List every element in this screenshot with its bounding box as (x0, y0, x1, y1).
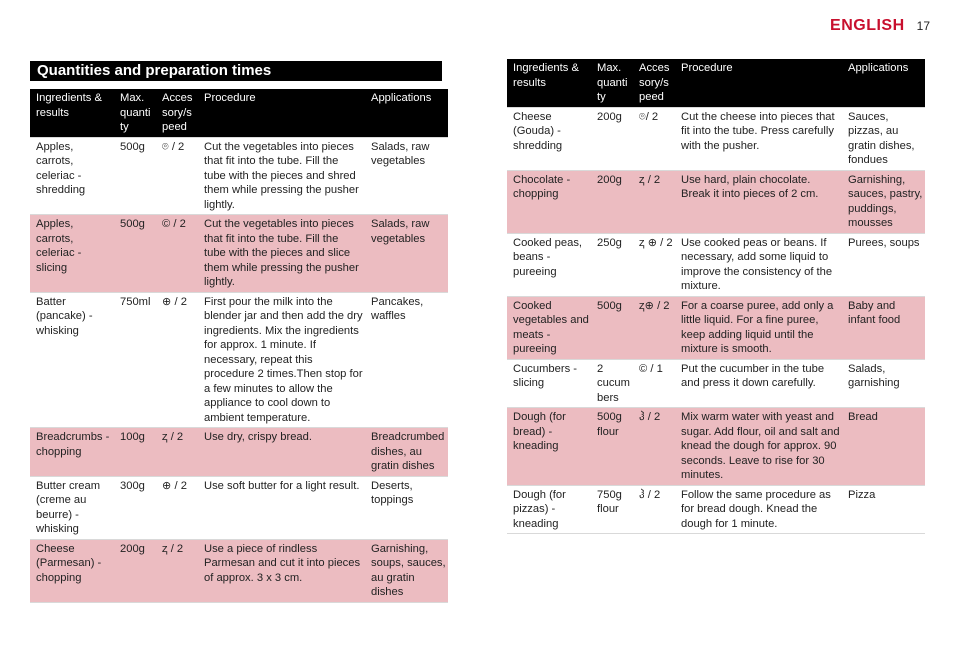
accessory-cell (156, 292, 198, 428)
ingredient-cell: Apples, carrots, celeriac - slicing (30, 215, 114, 293)
accessory-cell (633, 170, 675, 233)
accessory-cell (633, 408, 675, 486)
applications-cell: Salads, raw vegetables (365, 215, 448, 293)
procedure-cell: Follow the same procedure as for bread dough. Knead the dough for 1 minute. (675, 485, 842, 534)
accessory-cell (633, 233, 675, 296)
table-row (507, 485, 925, 534)
page-header (830, 17, 930, 35)
ingredient-cell: Chocolate - chopping (507, 170, 591, 233)
table-row (507, 359, 925, 408)
quantity-cell: 2 cucum bers (591, 359, 633, 408)
procedure-cell: Cut the cheese into pieces that fit into the tube. Press carefully with the pusher. (675, 107, 842, 170)
accessory-cell (633, 359, 675, 408)
table-row (507, 233, 925, 296)
col-quantity: Max. quanti ty (114, 89, 156, 137)
language-label: ENGLISH (830, 17, 905, 34)
col-procedure: Procedure (198, 89, 365, 137)
quantity-cell: 500g (114, 215, 156, 293)
blade-whisk-icon: ⱬ ⊕ / 2 (639, 236, 673, 249)
applications-cell: Purees, soups (842, 233, 925, 296)
procedure-cell: First pour the milk into the blender jar and then add the dry ingredients. Mix the ingredients for approx. 1 minute. If necessary, repeat this procedure 2 times.Then stop for a few minutes to allow the appliance to cool down to ambient temperature. (198, 292, 365, 428)
quantity-cell: 750g flour (591, 485, 633, 534)
ingredient-cell: Cheese (Parmesan) - chopping (30, 539, 114, 602)
ingredient-cell: Dough (for bread) - kneading (507, 408, 591, 486)
ingredient-cell: Cooked vegetables and meats - pureeing (507, 296, 591, 359)
applications-cell: Salads, raw vegetables (365, 137, 448, 215)
ingredient-cell: Dough (for pizzas) - kneading (507, 485, 591, 534)
kneading-hook-icon: ჰ / 2 (639, 488, 661, 501)
table-row (507, 170, 925, 233)
quantity-cell: 200g (114, 539, 156, 602)
applications-cell: Garnishing, soups, sauces, au gratin dishes (365, 539, 448, 602)
table-header-row (30, 89, 448, 137)
col-applications: Applications (842, 59, 925, 107)
section-title: Quantities and preparation times (30, 61, 442, 81)
procedure-cell: Use soft butter for a light result. (198, 476, 365, 539)
page-number: 17 (916, 19, 930, 33)
accessory-cell (156, 476, 198, 539)
ingredient-cell: Cheese (Gouda) - shredding (507, 107, 591, 170)
blade-whisk-icon: ⱬ⊕ / 2 (639, 299, 670, 312)
right-quantities-table (507, 59, 925, 534)
accessory-cell (633, 485, 675, 534)
applications-cell: Pizza (842, 485, 925, 534)
ingredient-cell: Breadcrumbs - chopping (30, 428, 114, 477)
table-header-row (507, 59, 925, 107)
applications-cell: Salads, garnishing (842, 359, 925, 408)
whisk-icon: ⊕ / 2 (162, 479, 187, 492)
shredding-disc-icon: ⌾ / 2 (162, 140, 185, 153)
quantity-cell: 500g (591, 296, 633, 359)
table-row (30, 476, 448, 539)
applications-cell: Bread (842, 408, 925, 486)
col-quantity: Max. quanti ty (591, 59, 633, 107)
col-procedure: Procedure (675, 59, 842, 107)
procedure-cell: For a coarse puree, add only a little liquid. For a fine puree, keep adding liquid until the mixture is smooth. (675, 296, 842, 359)
col-ingredients: Ingredients & results (507, 59, 591, 107)
accessory-cell (633, 296, 675, 359)
quantity-cell: 250g (591, 233, 633, 296)
quantity-cell: 200g (591, 170, 633, 233)
ingredient-cell: Cooked peas, beans - pureeing (507, 233, 591, 296)
blade-icon: ⱬ / 2 (639, 173, 661, 186)
accessory-cell (156, 539, 198, 602)
procedure-cell: Cut the vegetables into pieces that fit into the tube. Fill the tube with the pieces and shred them while pressing the pusher lightly. (198, 137, 365, 215)
procedure-cell: Use dry, crispy bread. (198, 428, 365, 477)
procedure-cell: Use a piece of rindless Parmesan and cut it into pieces of approx. 3 x 3 cm. (198, 539, 365, 602)
table-row (30, 137, 448, 215)
accessory-cell (156, 428, 198, 477)
accessory-cell (633, 107, 675, 170)
ingredient-cell: Apples, carrots, celeriac - shredding (30, 137, 114, 215)
applications-cell: Pancakes, waffles (365, 292, 448, 428)
kneading-hook-icon: ჰ / 2 (639, 411, 661, 423)
blade-icon: ⱬ / 2 (162, 542, 184, 555)
blade-icon: ⱬ / 2 (162, 431, 184, 443)
quantity-cell: 500g flour (591, 408, 633, 486)
quantity-cell: 750ml (114, 292, 156, 428)
whisk-icon: ⊕ / 2 (162, 295, 187, 308)
applications-cell: Baby and infant food (842, 296, 925, 359)
table-row (30, 539, 448, 602)
ingredient-cell: Cucumbers - slicing (507, 359, 591, 408)
quantity-cell: 300g (114, 476, 156, 539)
procedure-cell: Mix warm water with yeast and sugar. Add flour, oil and salt and knead the dough for approx. 90 seconds. Leave to rise for 30 minutes. (675, 408, 842, 486)
table-row (30, 292, 448, 428)
applications-cell: Breadcrumbed dishes, au gratin dishes (365, 428, 448, 477)
col-accessory: Acces sory/s peed (156, 89, 198, 137)
accessory-cell (156, 137, 198, 215)
procedure-cell: Put the cucumber in the tube and press it down carefully. (675, 359, 842, 408)
accessory-cell (156, 215, 198, 293)
quantity-cell: 200g (591, 107, 633, 170)
col-applications: Applications (365, 89, 448, 137)
table-row (30, 215, 448, 293)
table-row (30, 428, 448, 477)
shredding-disc-icon: ⌾/ 2 (639, 110, 659, 123)
ingredient-cell: Batter (pancake) - whisking (30, 292, 114, 428)
procedure-cell: Use cooked peas or beans. If necessary, add some liquid to improve the consistency of the mixture. (675, 233, 842, 296)
applications-cell: Garnishing, sauces, pastry, puddings, mousses (842, 170, 925, 233)
col-ingredients: Ingredients & results (30, 89, 114, 137)
applications-cell: Deserts, toppings (365, 476, 448, 539)
procedure-cell: Use hard, plain chocolate. Break it into pieces of 2 cm. (675, 170, 842, 233)
quantity-cell: 100g (114, 428, 156, 477)
procedure-cell: Cut the vegetables into pieces that fit into the tube. Fill the tube with the pieces and slice them while pressing the pusher lightly. (198, 215, 365, 293)
table-row (507, 107, 925, 170)
quantity-cell: 500g (114, 137, 156, 215)
slicing-disc-icon: © / 1 (639, 362, 663, 375)
slicing-disc-icon: © / 2 (162, 218, 186, 230)
ingredient-cell: Butter cream (creme au beurre) - whisking (30, 476, 114, 539)
table-row (507, 408, 925, 486)
applications-cell: Sauces, pizzas, au gratin dishes, fondues (842, 107, 925, 170)
table-row (507, 296, 925, 359)
col-accessory: Acces sory/s peed (633, 59, 675, 107)
left-quantities-table (30, 89, 448, 603)
